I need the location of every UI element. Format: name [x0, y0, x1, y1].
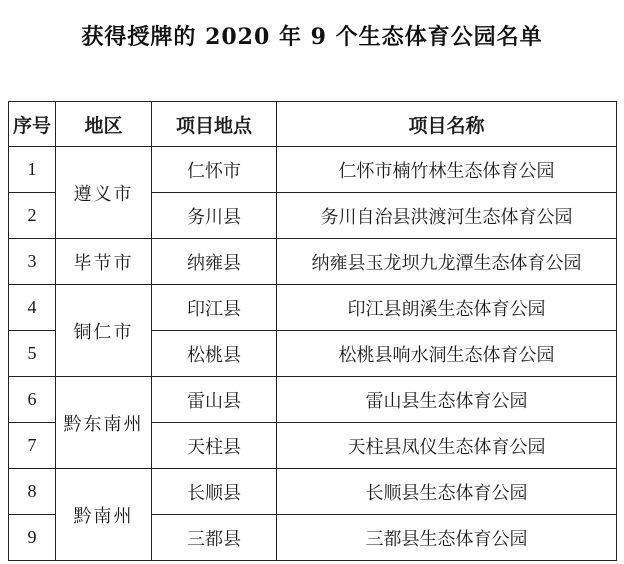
row-number: 2	[9, 193, 56, 239]
park-list-table	[8, 101, 617, 561]
page-title: 获得授牌的 2020 年 9 个生态体育公园名单	[81, 24, 543, 50]
table-row	[9, 469, 617, 515]
region-cell: 毕节市	[56, 239, 152, 285]
header-no: 序号	[9, 102, 56, 147]
region-cell: 铜仁市	[56, 285, 152, 377]
table-row	[9, 239, 617, 285]
row-number: 6	[9, 377, 56, 423]
row-number: 7	[9, 423, 56, 469]
location-cell: 天柱县	[152, 423, 277, 469]
project-name-cell: 三都县生态体育公园	[277, 515, 617, 561]
location-cell: 长顺县	[152, 469, 277, 515]
region-cell: 黔东南州	[56, 377, 152, 469]
location-cell: 雷山县	[152, 377, 277, 423]
location-cell: 松桃县	[152, 331, 277, 377]
project-name-cell: 天柱县凤仪生态体育公园	[277, 423, 617, 469]
header-region: 地区	[56, 102, 152, 147]
location-cell: 仁怀市	[152, 147, 277, 193]
table-header-row	[9, 102, 617, 147]
location-cell: 印江县	[152, 285, 277, 331]
project-name-cell: 纳雍县玉龙坝九龙潭生态体育公园	[277, 239, 617, 285]
location-cell: 纳雍县	[152, 239, 277, 285]
table-row	[9, 377, 617, 423]
project-name-cell: 仁怀市楠竹林生态体育公园	[277, 147, 617, 193]
table-row	[9, 285, 617, 331]
region-cell: 黔南州	[56, 469, 152, 561]
project-name-cell: 雷山县生态体育公园	[277, 377, 617, 423]
project-name-cell: 长顺县生态体育公园	[277, 469, 617, 515]
row-number: 3	[9, 239, 56, 285]
project-name-cell: 印江县朗溪生态体育公园	[277, 285, 617, 331]
location-cell: 务川县	[152, 193, 277, 239]
project-name-cell: 务川自治县洪渡河生态体育公园	[277, 193, 617, 239]
location-cell: 三都县	[152, 515, 277, 561]
row-number: 8	[9, 469, 56, 515]
row-number: 5	[9, 331, 56, 377]
row-number: 1	[9, 147, 56, 193]
header-project-name: 项目名称	[277, 102, 617, 147]
table-row	[9, 147, 617, 193]
project-name-cell: 松桃县响水洞生态体育公园	[277, 331, 617, 377]
region-cell: 遵义市	[56, 147, 152, 239]
row-number: 4	[9, 285, 56, 331]
header-location: 项目地点	[152, 102, 277, 147]
row-number: 9	[9, 515, 56, 561]
